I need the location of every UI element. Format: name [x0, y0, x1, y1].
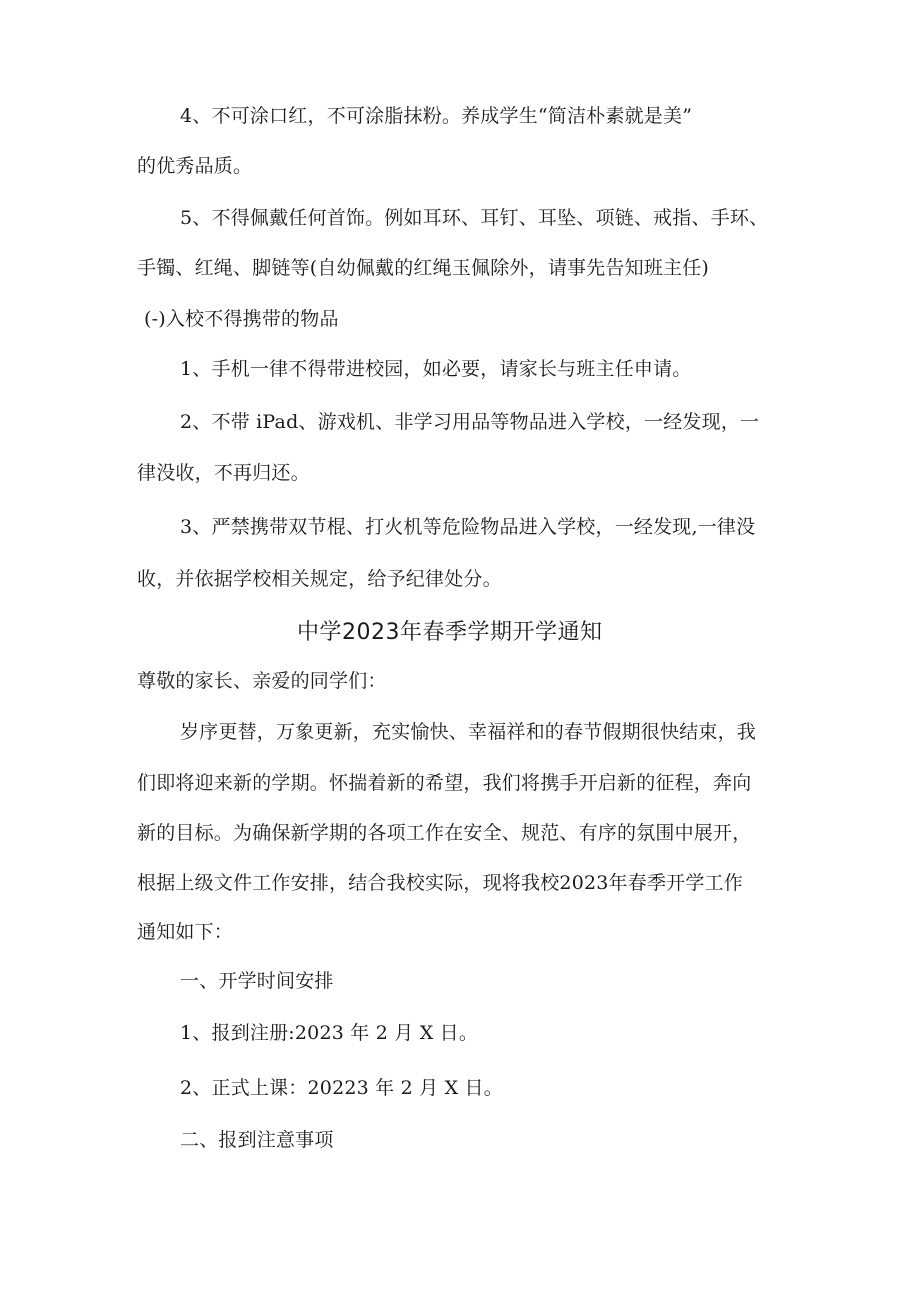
rule-item-5-line2: 手镯、红绳、脚链等(自幼佩戴的红绳玉佩除外，请事先告知班主任)	[137, 257, 710, 279]
notice-heading-schedule: 一、开学时间安排	[180, 970, 334, 992]
schedule-classes-start: 2、正式上课：20223 年 2 月 X 日。	[180, 1077, 503, 1099]
schedule-registration: 1、报到注册:2023 年 2 月 X 日。	[180, 1022, 479, 1044]
notice-intro-line2: 们即将迎来新的学期。怀揣着新的希望，我们将携手开启新的征程，奔向	[137, 772, 752, 794]
notice-title: 中学2023年春季学期开学通知	[297, 620, 603, 645]
prohibited-item-2-line1: 2、不带 iPad、游戏机、非学习用品等物品进入学校，一经发现，一	[180, 411, 760, 433]
notice-heading-registration-notes: 二、报到注意事项	[180, 1129, 334, 1151]
prohibited-item-1: 1、手机一律不得带进校园，如必要，请家长与班主任申请。	[180, 358, 692, 380]
notice-intro-line4: 根据上级文件工作安排，结合我校实际，现将我校2023年春季开学工作	[137, 872, 743, 894]
rule-item-5-line1: 5、不得佩戴任何首饰。例如耳环、耳钉、耳坠、项链、戒指、手环、	[180, 207, 769, 229]
rule-item-4-line2: 的优秀品质。	[137, 155, 253, 177]
notice-salutation: 尊敬的家长、亲爱的同学们：	[137, 670, 387, 692]
prohibited-item-3-line1: 3、严禁携带双节棍、打火机等危险物品进入学校，一经发现,一律没	[180, 516, 756, 538]
subheading-prohibited-items: (-)入校不得携带的物品	[144, 308, 339, 330]
notice-intro-line3: 新的目标。为确保新学期的各项工作在安全、规范、有序的氛围中展开，	[137, 822, 752, 844]
notice-intro-line5: 通知如下：	[137, 921, 234, 943]
rule-item-4-line1: 4、不可涂口红，不可涂脂抹粉。养成学生“简洁朴素就是美”	[180, 105, 693, 127]
prohibited-item-2-line2: 律没收，不再归还。	[137, 462, 310, 484]
notice-intro-line1: 岁序更替，万象更新，充实愉快、幸福祥和的春节假期很快结束，我	[180, 721, 757, 743]
prohibited-item-3-line2: 收，并依据学校相关规定，给予纪律处分。	[137, 568, 502, 590]
